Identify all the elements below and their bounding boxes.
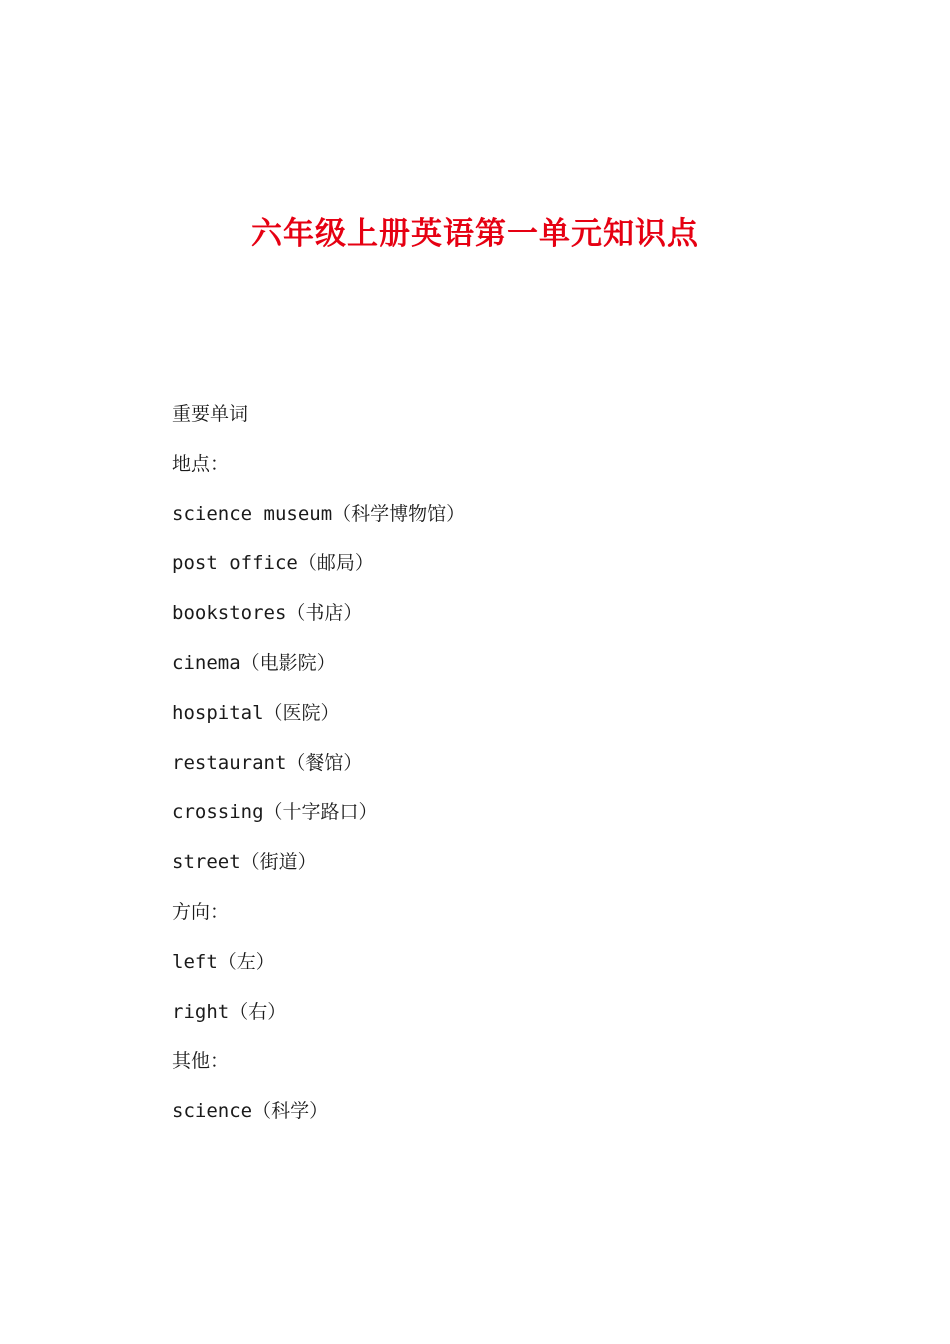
section-heading-important-words: 重要单词 [172, 403, 249, 425]
category-label-places: 地点： [172, 452, 230, 475]
vocab-item-restaurant: restaurant（餐馆） [172, 751, 363, 774]
vocab-item-science: science（科学） [172, 1100, 329, 1123]
vocab-item-post-office: post office（邮局） [172, 552, 374, 575]
category-label-others: 其他： [172, 1050, 230, 1073]
vocab-item-bookstores: bookstores（书店） [172, 602, 363, 625]
vocab-item-science-museum: science museum（科学博物馆） [172, 502, 466, 525]
category-label-directions: 方向： [172, 900, 230, 923]
vocab-item-left: left（左） [172, 950, 275, 973]
vocab-item-cinema: cinema（电影院） [172, 651, 336, 674]
vocab-item-crossing: crossing（十字路口） [172, 801, 378, 824]
document-title: 六年级上册英语第一单元知识点 [251, 216, 699, 252]
vocab-item-right: right（右） [172, 1000, 287, 1023]
vocab-item-street: street（街道） [172, 851, 317, 874]
vocab-item-hospital: hospital（医院） [172, 701, 340, 724]
document-body [172, 396, 812, 1143]
